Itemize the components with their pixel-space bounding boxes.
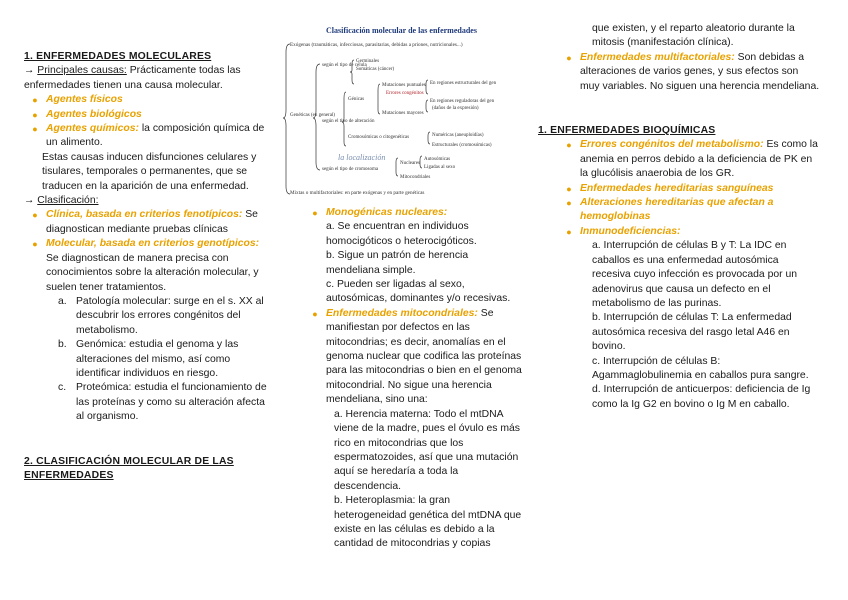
list-item [304,307,522,408]
diagram-node: Mitocondriales [400,175,431,180]
estas-paragraph: Estas causas inducen disfunciones celulares y tisulares, temporales o permanentes, que se traducen en la aparición de una enfermedad. [42,151,257,192]
list-item [558,138,820,181]
bullet-icon: ● [32,109,38,120]
errores-label: Errores congénitos del metabolismo: [580,139,764,151]
diagram-top-line: Exógenas (traumáticas, infecciosas, parasitarias, debidas a priones, nutricionales...) [290,42,463,48]
bullet-icon: ● [312,308,318,319]
diagram-node: según el tipo de célula [322,63,367,68]
diagram-node: Numéricas (aneuploidías) [432,133,484,138]
bullet-icon: ● [32,210,38,221]
sub-text: Proteómica: estudia el funcionamiento de las proteínas y como su alteración afecta al organismo. [76,382,267,423]
clasif-label: Molecular, basada en criterios genotípicos: [46,238,260,250]
bullet-icon: ● [566,183,572,194]
continuation-text: que existen, y el reparto aleatorio durante la mitosis (manifestación clínica). [592,23,795,49]
heading-enfermedades-bioquimicas: 1. ENFERMEDADES BIOQUÍMICAS [538,125,716,137]
diagram-node: Errores congénitos [386,91,424,96]
diagram-node: En regiones reguladoras del gen [430,99,495,104]
sub-item [24,338,268,381]
classification-diagram [282,22,526,198]
bullet-icon: ● [566,226,572,237]
bullet-icon: ● [312,208,318,218]
mito-sub: b. Heteroplasmia: la gran heterogeneidad genética del mtDNA que existe en las células es debido a la cantidad de mitocondrias y copias [334,495,522,550]
sangre-label: Enfermedades hereditarias sanguíneas [580,182,774,194]
bullet-icon: ● [566,140,572,151]
diagram-node: Mutaciones mayores [382,111,424,116]
bullet-icon: ● [566,198,572,209]
diagram-node: Germinales [356,59,380,64]
sub-item [24,295,268,338]
list-item [558,225,820,239]
sub-item [24,381,268,424]
heading-clasificacion-molecular: 2. CLASIFICACIÓN MOLECULAR DE LAS ENFERMEDADES [24,455,234,481]
diagram-node: Estructurales (cromosómicas) [432,143,492,148]
inmuno-label: Inmunodeficiencias: [580,225,681,237]
mito-sub: a. Herencia materna: Todo el mtDNA viene de la madre, pues el óvulo es más rico en mitocondrias que los espermatozoides, así que una mutación aquí se heredaría a toda la descendencia. [334,408,520,492]
diagram-handwritten-note: la localización [338,153,386,162]
list-item [24,208,268,237]
diagram-node: (daños de la expresión) [432,106,479,111]
diagram-node: según el tipo de cromosoma [322,167,379,172]
diagram-node: Mutaciones puntuales [382,83,426,88]
errores-text: Es como la anemia en perros debido a la deficiencia de PK en la glucólisis anaerobia de los GR. [580,139,818,180]
mono-sub: b. Sigue un patrón de herencia mendeliana simple. [326,250,469,276]
column-3 [538,22,820,412]
list-item [24,237,268,295]
diagram-node: Autosómicas [424,157,451,162]
sub-text: Patología molecular: surge en el s. XX al descubrir los errores congénitos del metabolismo. [76,295,264,336]
column-1 [24,50,268,483]
list-item [24,122,268,151]
clasif-label: Clínica, basada en criterios fenotípicos: [46,209,243,221]
clasif-text: Se diagnostican de manera precisa con conocimientos sobre la alteración molecular, y suelen tener tratamientos. [46,252,259,293]
inmuno-sub: d. Interrupción de anticuerpos: deficiencia de Ig como la Ig G2 en bovino o Ig M en caballo. [592,384,811,410]
multi-text: Son debidas a alteraciones de varios genes, y sus efectos son muy variables. No siguen una herencia mendeliana. [580,51,820,92]
mono-sub: a. Se encuentran en individuos homocigóticos o heterocigóticos. [326,221,477,247]
list-item [304,206,522,220]
inmuno-sub: b. Interrupción de células T: La enfermedad autosómica recesiva del rasgo letal A46 en bovino. [592,312,792,353]
arrow: → [24,65,38,77]
hemo-label: Alteraciones hereditarias que afectan a hemoglobinas [580,197,774,223]
sub-key: a. [58,295,67,307]
causas-label: Principales causas: [37,65,127,77]
list-item [558,51,820,94]
diagram-bottom-line: Mixtas o multifactoriales: en parte exógenas y en parte genéticas [290,190,425,196]
clasificacion-label: Clasificación: [37,195,99,207]
sub-text: Genómica: estudia el genoma y las alteraciones del mismo, así como identificar individuos en riesgo. [76,339,239,379]
diagram-node: Ligadas al sexo [424,165,456,170]
mono-sub: c. Pueden ser ligadas al sexo, autosómicas, dominantes y/o recesivas. [326,279,511,305]
agente-label: Agentes biológicos [46,108,142,120]
diagram-title: Clasificación molecular de las enfermedades [326,26,477,35]
diagram-node: Somáticas (cáncer) [356,67,395,72]
bullet-icon: ● [32,239,38,250]
clasificacion-line [24,194,268,208]
bullet-icon: ● [32,124,38,135]
diagram-node: Cromosómicas o citogenéticas [348,135,410,140]
inmuno-sub: a. Interrupción de células B y T: La IDC en caballos es una enfermedad autosómica recesiva cuyo infección es provocada por un adenovirus que causa un defecto en el metabolismo de las purinas. [592,240,798,309]
mito-text: Se manifiestan por defectos en las mitocondrias; es decir, anomalías en el genoma nuclear que codifica las proteínas para las mitocondrias o bien en el genoma mitocondrial. No sigue una herencia mendeliana, sino una: [326,307,522,406]
list-item [24,108,268,122]
mito-label: Enfermedades mitocondriales: [326,307,478,319]
causas-text: Prácticamente todas las enfermedades tienen una causa molecular. [24,65,241,91]
diagram-node: En regiones estructurales del gen [430,81,497,86]
arrow: → [24,195,38,207]
diagram-node: Génicas [348,97,365,102]
mono-label: Monogénicas nucleares: [326,207,448,218]
bullet-icon: ● [566,52,572,63]
list-item [558,196,820,225]
multi-label: Enfermedades multifactoriales: [580,51,735,63]
agente-label: Agentes químicos: [46,123,139,135]
diagram-svg [282,22,526,198]
inmuno-sub: c. Interrupción de células B: Agammaglobulinemia en caballos pura sangre. [592,355,809,381]
list-item [24,93,268,107]
agente-label: Agentes físicos [46,94,123,106]
causas-paragraph [24,64,268,93]
sub-key: b. [58,339,67,351]
sub-key: c. [58,382,67,394]
diagram-node: según el tipo de alteración [322,119,375,124]
bullet-icon: ● [32,95,38,106]
heading-enfermedades-moleculares: 1. ENFERMEDADES MOLECULARES [24,51,212,62]
agente-text: la composición química de un alimento. [46,123,265,149]
diagram-root: Genéticas (en general) [290,113,335,118]
column-2 [304,206,522,552]
diagram-node: Nucleares [400,161,420,166]
list-item [558,182,820,196]
clasif-text: Se diagnostican mediante pruebas clínicas [46,209,258,235]
